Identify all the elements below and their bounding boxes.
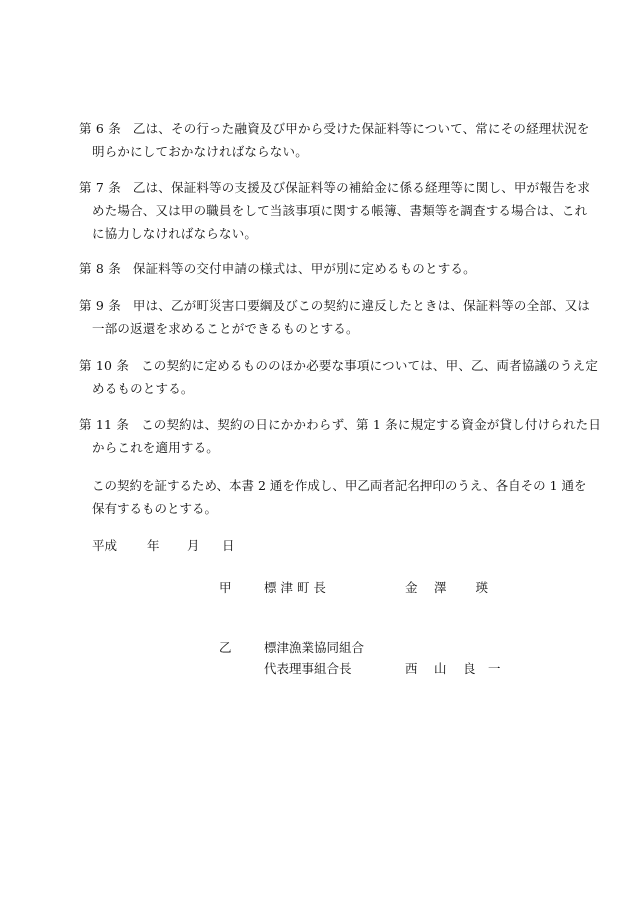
party-b-org: 標津漁業協同組合 <box>264 640 365 655</box>
article-line: 第 11 条 この契約は、契約の日にかかわらず、第 1 条に規定する資金が貸し付けられた日 <box>79 417 602 432</box>
article-line: 一部の返還を求めることができるものとする。 <box>92 321 359 336</box>
party-b-title: 代表理事組合長 <box>264 661 352 676</box>
party-a-label: 甲 <box>219 580 232 595</box>
date-month: 月 <box>187 538 200 553</box>
article-6 <box>79 117 590 163</box>
article-line: 第 8 条 保証料等の交付申請の様式は、甲が別に定めるものとする。 <box>79 261 476 276</box>
article-line: 明らかにしておかなければならない。 <box>92 144 308 159</box>
party-a-name: 金 澤 瑛 <box>405 580 488 595</box>
closing-line: 保有するものとする。 <box>92 501 218 516</box>
article-line: 第 7 条 乙は、保証料等の支援及び保証料等の補給金に係る経理等に関し、甲が報告を求 <box>79 180 591 195</box>
closing-line: この契約を証するため、本書 2 通を作成し、甲乙両者記名押印のうえ、各自その 1 通を <box>92 478 587 493</box>
article-line: めるものとする。 <box>92 381 194 396</box>
article-8 <box>79 257 554 280</box>
closing-paragraph <box>92 474 587 520</box>
article-10 <box>79 354 599 400</box>
contract-date <box>92 536 235 554</box>
article-heading: 第 7 条 <box>79 180 121 195</box>
article-heading: 第 6 条 <box>79 121 121 136</box>
article-9 <box>79 294 591 340</box>
article-line: 第 9 条 甲は、乙が町災害口要綱及びこの契約に違反したときは、保証料等の全部、又は <box>79 298 591 313</box>
date-era: 平成 <box>92 538 118 553</box>
date-year: 年 <box>147 538 160 553</box>
party-a-title: 標 津 町 長 <box>264 580 326 595</box>
party-b-label: 乙 <box>219 640 232 655</box>
article-line: に協力しなければならない。 <box>92 226 258 241</box>
party-b-name: 西 山 良 一 <box>405 661 501 676</box>
article-7 <box>79 176 591 245</box>
article-11 <box>79 413 602 459</box>
article-line: めた場合、又は甲の職員をして当該事項に関する帳簿、書類等を調査する場合は、これ <box>92 203 588 218</box>
article-heading: 第 11 条 <box>79 417 130 432</box>
article-heading: 第 9 条 <box>79 298 121 313</box>
article-heading: 第 8 条 <box>79 261 121 276</box>
date-day: 日 <box>222 538 235 553</box>
article-heading: 第 10 条 <box>79 358 130 373</box>
article-line: からこれを適用する。 <box>92 440 220 455</box>
article-line: 第 6 条 乙は、その行った融資及び甲から受けた保証料等について、常にその経理状況を <box>79 121 590 136</box>
article-line: 第 10 条 この契約に定めるもののほか必要な事項については、甲、乙、両者協議のうえ定 <box>79 358 599 373</box>
